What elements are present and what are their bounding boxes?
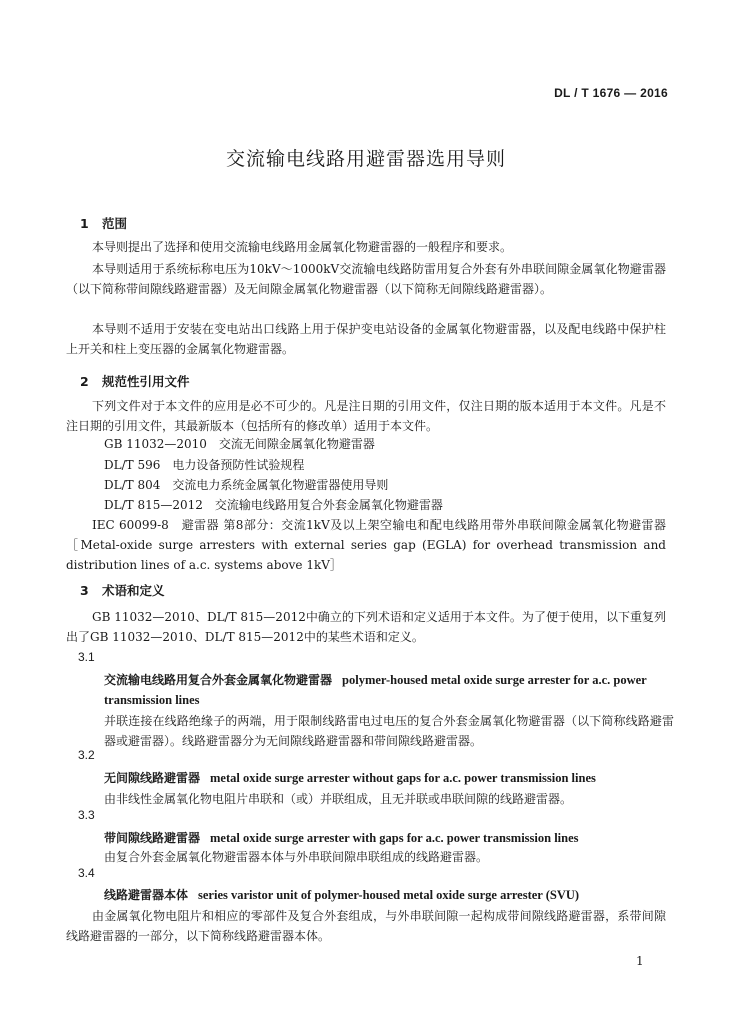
normative-reference: DL/T 596 电力设备预防性试验规程 [104, 458, 305, 472]
section-number: 3 [80, 583, 89, 598]
term-entry [104, 885, 674, 905]
normative-reference: DL/T 804 交流电力系统金属氧化物避雷器使用导则 [104, 478, 389, 492]
term-definition: 并联连接在线路绝缘子的两端，用于限制线路雷电过电压的复合外套金属氧化物避雷器（以下简称线路避雷器或避雷器）。线路避雷器分为无间隙线路避雷器和带间隙线路避雷器。 [104, 714, 674, 748]
term-zh: 无间隙线路避雷器 [104, 771, 201, 785]
section-title: 术语和定义 [102, 583, 165, 598]
clause-number: 3.2 [78, 748, 95, 762]
term-en: polymer-housed metal oxide surge arrester for a.c. power transmission lines [104, 673, 647, 707]
section-number: 2 [80, 374, 89, 389]
clause-number: 3.4 [78, 866, 95, 880]
term-definition: 由非线性金属氧化物电阻片串联和（或）并联组成，且无并联或串联间隙的线路避雷器。 [104, 792, 573, 806]
term-zh: 线路避雷器本体 [104, 888, 189, 902]
section-2-heading [80, 372, 190, 390]
term-en: series varistor unit of polymer-housed metal oxide surge arrester (SVU) [198, 888, 580, 902]
term-definition: 由复合外套金属氧化物避雷器本体与外串联间隙串联组成的线路避雷器。 [104, 850, 489, 864]
term-en: metal oxide surge arrester without gaps for a.c. power transmission lines [210, 771, 596, 785]
section-1-heading [80, 214, 127, 232]
page-number: 1 [636, 954, 644, 968]
section-1-paragraph-2: 本导则适用于系统标称电压为10kV～1000kV交流输电线路防雷用复合外套有外串联间隙金属氧化物避雷器（以下简称带间隙线路避雷器）及无间隙金属氧化物避雷器（以下简称无间隙线路避雷器）。 [66, 262, 666, 296]
section-3-heading [80, 581, 165, 599]
document-title: 交流输电线路用避雷器选用导则 [225, 148, 506, 170]
normative-reference: GB 11032—2010 交流无间隙金属氧化物避雷器 [104, 437, 375, 451]
term-definition: 由金属氧化物电阻片和相应的零部件及复合外套组成，与外串联间隙一起构成带间隙线路避雷器，系带间隙线路避雷器的一部分，以下简称线路避雷器本体。 [66, 909, 666, 943]
term-en: metal oxide surge arrester with gaps for a.c. power transmission lines [210, 831, 579, 845]
section-2-intro: 下列文件对于本文件的应用是必不可少的。凡是注日期的引用文件，仅注日期的版本适用于本文件。凡是不注日期的引用文件，其最新版本（包括所有的修改单）适用于本文件。 [66, 399, 666, 433]
term-zh: 交流输电线路用复合外套金属氧化物避雷器 [104, 673, 333, 687]
term-entry [104, 670, 674, 710]
term-entry [104, 828, 674, 848]
iec-reference: IEC 60099-8 避雷器 第8部分：交流1kV及以上架空输电和配电线路用带外串联间隙金属氧化物避雷器［Metal-oxide surge arresters with external series gap (EGLA) for overhead transmission and distribution lines of a.c. systems above 1kV］ [66, 518, 666, 572]
section-number: 1 [80, 216, 89, 231]
section-title: 规范性引用文件 [102, 374, 190, 389]
section-title: 范围 [102, 216, 128, 231]
term-zh: 带间隙线路避雷器 [104, 831, 201, 845]
normative-reference: DL/T 815—2012 交流输电线路用复合外套金属氧化物避雷器 [104, 498, 443, 512]
section-3-intro: GB 11032—2010、DL/T 815—2012中确立的下列术语和定义适用于本文件。为了便于使用，以下重复列出了GB 11032—2010、DL/T 815—2012中的某些术语和定义。 [66, 610, 666, 644]
standard-code: DL / T 1676 — 2016 [554, 86, 668, 100]
clause-number: 3.3 [78, 808, 95, 822]
section-1-paragraph-3: 本导则不适用于安装在变电站出口线路上用于保护变电站设备的金属氧化物避雷器，以及配电线路中保护柱上开关和柱上变压器的金属氧化物避雷器。 [66, 322, 666, 356]
clause-number: 3.1 [78, 650, 95, 664]
section-1-paragraph-1: 本导则提出了选择和使用交流输电线路用金属氧化物避雷器的一般程序和要求。 [92, 240, 513, 254]
term-entry [104, 768, 674, 788]
